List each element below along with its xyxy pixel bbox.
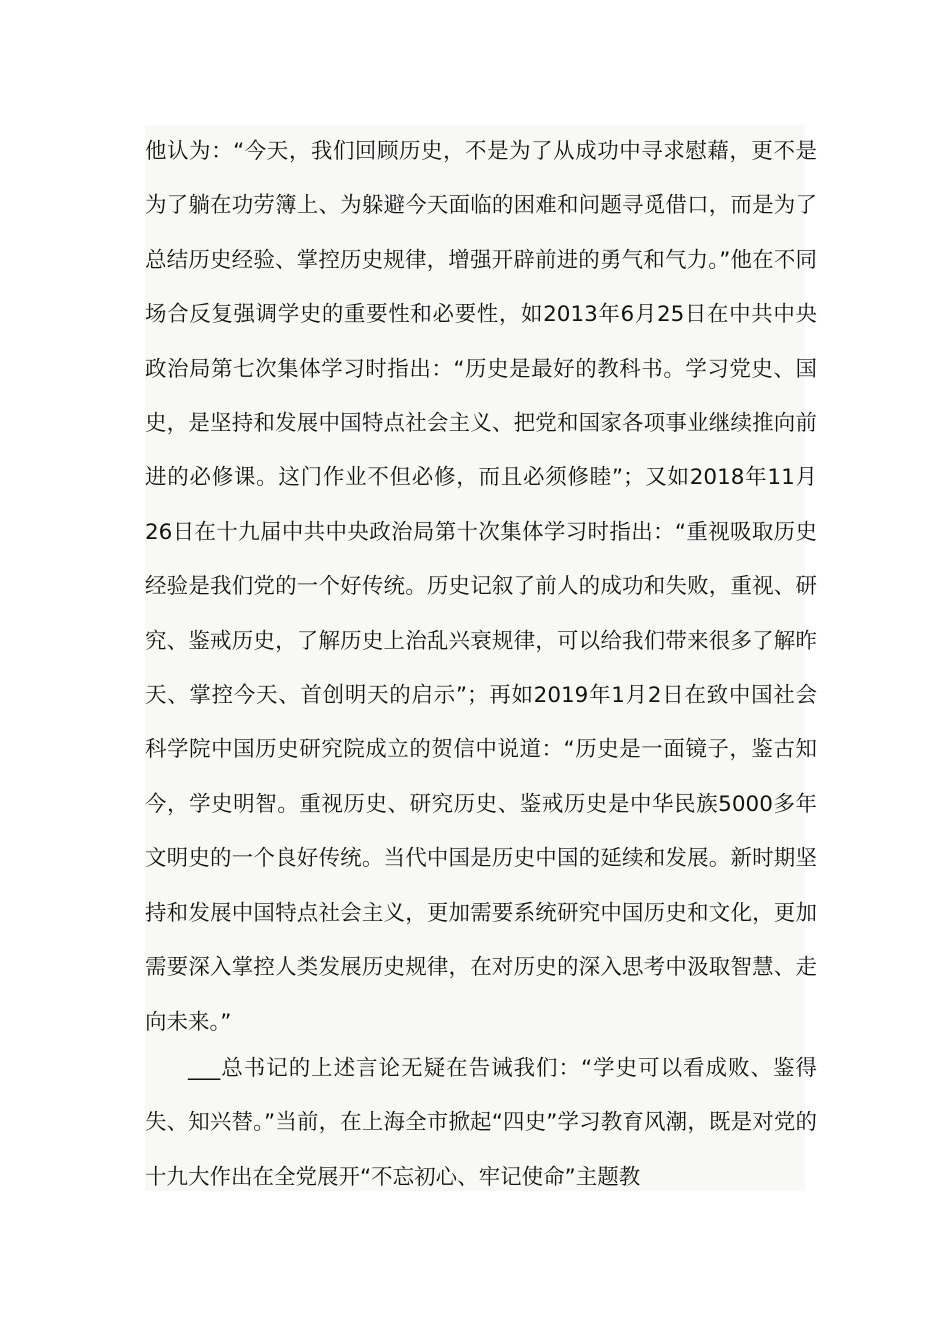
body-paragraph-1: 他认为：“今天，我们回顾历史，不是为了从成功中寻求慰藉，更不是为了躺在功劳簿上、为躲避今天面临的困难和问题寻觅借口，而是为了总结历史经验、掌控历史规律，增强开辟前进的勇气和气力。”他在不同场合反复强调学史的重要性和必要性，如2013年6月25日在中共中央政治局第七次集体学习时指出：“历史是最好的教科书。学习党史、国史，是坚持和发展中国特点社会主义、把党和国家各项事业继续推向前进的必修课。这门作业不但必修，而且必须修睦”；又如2018年11月26日在十九届中共中央政治局第十次集体学习时指出：“重视吸取历史经验是我们党的一个好传统。历史记叙了前人的成功和失败，重视、研究、鉴戒历史，了解历史上治乱兴衰规律，可以给我们带来很多了解昨天、掌控今天、首创明天的启示”；再如2019年1月2日在致中国社会科学院中国历史研究院成立的贺信中说道：“历史是一面镜子，鉴古知今，学史明智。重视历史、研究历史、鉴戒历史是中华民族5000多年文明史的一个良好传统。当代中国是历史中国的延续和发展。新时期坚持和发展中国特点社会主义，更加需要系统研究中国历史和文化，更加需要深入掌控人类发展历史规律，在对历史的深入思考中汲取智慧、走向未来。”	[145, 139, 817, 1035]
body-paragraph-2: ___总书记的上述言论无疑在告诫我们：“学史可以看成败、鉴得失、知兴替。”当前，在上海全市掀起“四史”学习教育风潮，既是对党的十九大作出在全党展开“不忘初心、牢记使命”主题教	[145, 1056, 817, 1190]
